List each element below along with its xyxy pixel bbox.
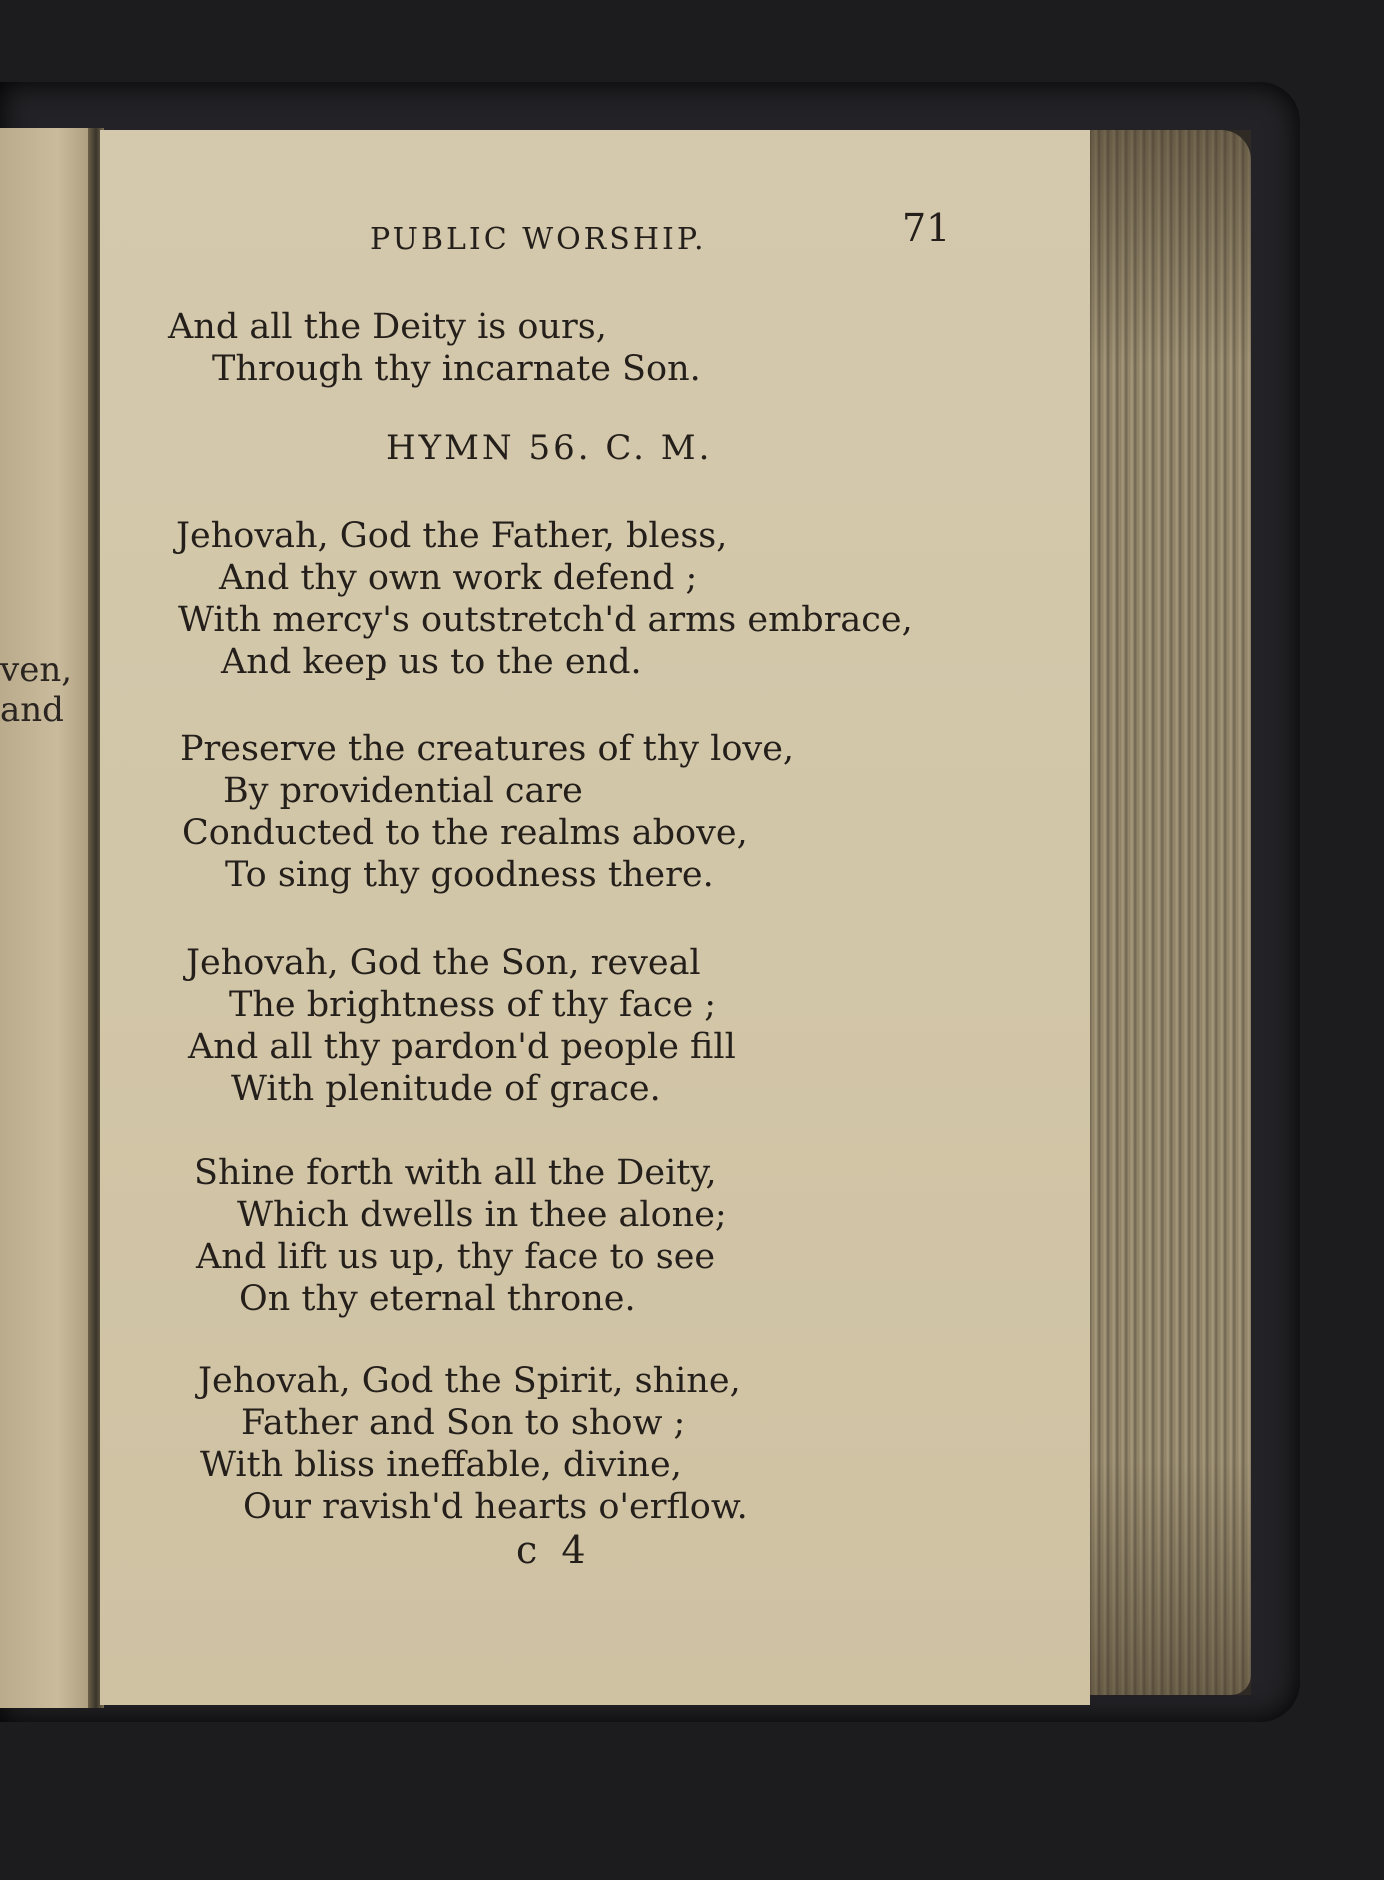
left-page: [0, 128, 96, 1708]
verse-line: With plenitude of grace.: [231, 1069, 661, 1109]
verse-line: By providential care: [223, 771, 583, 811]
signature-mark: c 4: [516, 1528, 592, 1572]
page-number: 71: [902, 206, 951, 250]
verse-line: Through thy incarnate Son.: [212, 349, 701, 389]
verse-line: With bliss ineffable, divine,: [200, 1445, 682, 1485]
verse-line: Shine forth with all the Deity,: [194, 1153, 717, 1193]
verse-line: To sing thy goodness there.: [225, 855, 714, 895]
verse-line: Jehovah, God the Spirit, shine,: [198, 1361, 741, 1401]
verse-line: Our ravish'd hearts o'erflow.: [243, 1487, 748, 1527]
verse-line: With mercy's outstretch'd arms embrace,: [178, 600, 913, 640]
verse-line: Preserve the creatures of thy love,: [180, 729, 795, 769]
hymn-title: HYMN 56. C. M.: [386, 428, 713, 468]
verse-line: And thy own work defend ;: [219, 558, 698, 598]
verse-line: The brightness of thy face ;: [229, 985, 717, 1025]
verse-line: And all thy pardon'd people fill: [188, 1027, 736, 1067]
verse-line: And keep us to the end.: [221, 642, 642, 682]
verse-line: Father and Son to show ;: [241, 1403, 686, 1443]
verse-line: And lift us up, thy face to see: [196, 1237, 716, 1277]
verse-line: On thy eternal throne.: [239, 1279, 636, 1319]
verse-line: And all the Deity is ours,: [168, 307, 607, 347]
verse-line: Which dwells in thee alone;: [237, 1195, 727, 1235]
verse-line: Jehovah, God the Son, reveal: [186, 943, 701, 983]
verse-line: Jehovah, God the Father, bless,: [176, 516, 728, 556]
running-title: PUBLIC WORSHIP.: [370, 222, 707, 257]
verse-line: Conducted to the realms above,: [182, 813, 748, 853]
left-page-fragment: and: [0, 690, 64, 730]
left-page-fragment: ven,: [0, 650, 73, 690]
